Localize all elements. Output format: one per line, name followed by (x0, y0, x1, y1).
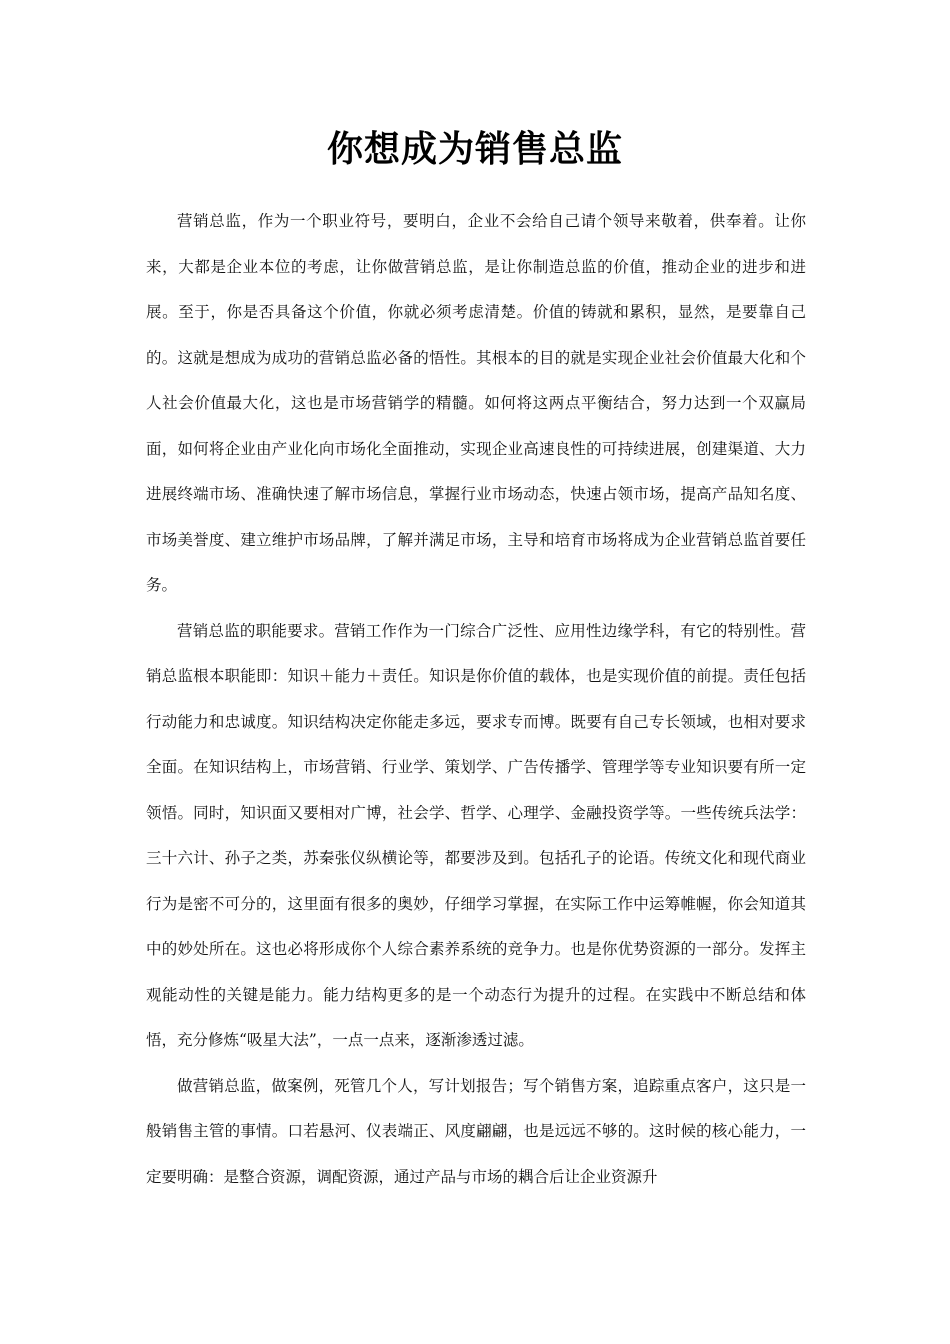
paragraph-3: 做营销总监，做案例，死管几个人，写计划报告；写个销售方案，追踪重点客户，这只是一般销售主管的事情。口若悬河、仪表端正、风度翩翩，也是远远不够的。这时候的核心能力，一定要明确：是整合资源，调配资源，通过产品与市场的耦合后让企业资源升 (146, 1076, 806, 1186)
paragraph-1: 营销总监，作为一个职业符号，要明白，企业不会给自己请个领导来敬着，供奉着。让你来，大都是企业本位的考虑，让你做营销总监，是让你制造总监的价值，推动企业的进步和进展。至于，你是否具备这个价值，你就必须考虑清楚。价值的铸就和累积，显然，是要靠自己的。这就是想成为成功的营销总监必备的悟性。其根本的目的就是实现企业社会价值最大化和个人社会价值最大化，这也是市场营销学的精髓。如何将这两点平衡结合，努力达到一个双赢局面，如何将企业由产业化向市场化全面推动，实现企业高速良性的可持续进展，创建渠道、大力进展终端市场、准确快速了解市场信息，掌握行业市场动态，快速占领市场，提高产品知名度、市场美誉度、建立维护市场品牌，了解并满足市场，主导和培育市场将成为企业营销总监首要任务。 (146, 212, 806, 594)
page-title: 你想成为销售总监 (326, 129, 623, 170)
paragraph-2: 营销总监的职能要求。营销工作作为一门综合广泛性、应用性边缘学科，有它的特别性。营销总监根本职能即：知识＋能力＋责任。知识是你价值的载体，也是实现价值的前提。责任包括行动能力和忠诚度。知识结构决定你能走多远，要求专而博。既要有自己专长领域，也相对要求全面。在知识结构上，市场营销、行业学、策划学、广告传播学、管理学等专业知识要有所一定领悟。同时，知识面又要相对广博，社会学、哲学、心理学、金融投资学等。一些传统兵法学：三十六计、孙子之类，苏秦张仪纵横论等，都要涉及到。包括孔子的论语。传统文化和现代商业行为是密不可分的，这里面有很多的奥妙，仔细学习掌握，在实际工作中运筹帷幄，你会知道其中的妙处所在。这也必将形成你个人综合素养系统的竞争力。也是你优势资源的一部分。发挥主观能动性的关键是能力。能力结构更多的是一个动态行为提升的过程。在实践中不断总结和体悟，充分修炼“吸星大法”，一点一点来，逐渐渗透过滤。 (146, 621, 806, 1049)
document-body (146, 199, 806, 1200)
